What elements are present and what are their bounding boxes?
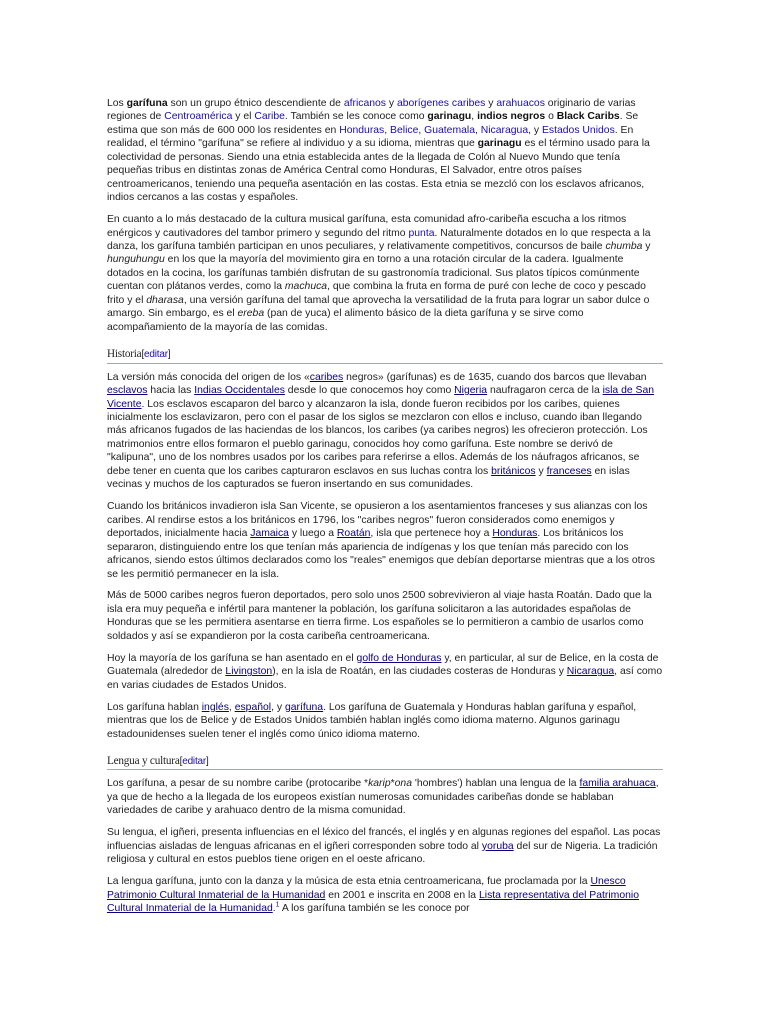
- text: Su lengua, el igñeri, presenta influencias en el léxico del francés, el inglés y en algunas regiones del español. Las pocas influencias aisladas de lenguas africanas en el igñeri corresponden sobre todo al: [107, 827, 661, 852]
- historia-paragraph-5: [107, 701, 663, 741]
- text: y: [642, 241, 651, 253]
- italic-term: machuca: [284, 281, 328, 293]
- text: . En realidad, el término "garífuna" se refiere al individuo y a su idioma, mientras que: [107, 124, 634, 150]
- text: , que combina la fruta en forma de puré con leche de coco y pescado frito y el: [107, 281, 646, 306]
- text: ,: [384, 124, 391, 136]
- text: o: [545, 111, 557, 123]
- link-centroamerica[interactable]: Centroamérica: [164, 111, 233, 123]
- article-body: [107, 97, 663, 924]
- intro-paragraph-1: [107, 97, 663, 205]
- italic-term: hunguhungu: [107, 254, 165, 266]
- text: , así como en varias ciudades de Estados Unidos.: [107, 666, 663, 691]
- link-punta[interactable]: punta: [408, 227, 435, 239]
- edit-link-historia[interactable]: editar: [144, 349, 168, 361]
- text: desde lo que conocemos hoy como: [284, 385, 455, 397]
- link-belice[interactable]: Belice: [390, 124, 419, 136]
- link-isla-de-san-vicente[interactable]: isla de San Vicente: [107, 385, 655, 410]
- link-golfo-de-honduras[interactable]: golfo de Honduras: [356, 652, 442, 664]
- italic-term: ereba: [237, 308, 265, 320]
- text: A los garífuna también se les conoce por: [279, 903, 470, 915]
- text: . Naturalmente dotados en lo que respecta a la danza, los garífuna también participan en unos peculiares, y relativamente competitivos, concursos de baile: [107, 227, 651, 253]
- bold-term: garinagu: [427, 111, 472, 123]
- text: . También se les conoce como: [284, 111, 428, 123]
- text: ,: [228, 701, 235, 713]
- text: y, en particular, al sur de Belice, en la costa de Guatemala (alrededor de: [107, 652, 659, 678]
- text: . Se estima que son más de 600 000 los residentes en: [107, 111, 639, 136]
- text: La versión más conocida del origen de los «: [107, 371, 310, 383]
- bold-term: garífuna: [126, 98, 168, 109]
- section-heading-historia: [107, 348, 663, 363]
- link-britanicos[interactable]: británicos: [491, 465, 536, 477]
- section-heading-lengua-y-cultura: [107, 755, 663, 770]
- text: , y: [528, 124, 542, 136]
- text: Los garífuna hablan: [107, 701, 202, 713]
- link-esclavos[interactable]: esclavos: [107, 385, 148, 397]
- link-yoruba[interactable]: yoruba: [481, 840, 514, 852]
- bracket: ]: [167, 349, 171, 361]
- edit-link-lengua-y-cultura[interactable]: editar: [182, 755, 207, 767]
- text: y: [386, 98, 397, 109]
- link-indias-occidentales[interactable]: Indias Occidentales: [194, 385, 285, 397]
- text: , una versión garífuna del tamal que aprovecha la versatilidad de la fruta para lograr un sabor dulce o amargo. Sin embargo, es el: [107, 294, 650, 320]
- link-unesco[interactable]: Unesco: [590, 876, 626, 888]
- text: ,: [474, 124, 481, 136]
- text: Hoy la mayoría de los garífuna se han asentado en el: [107, 652, 357, 664]
- italic-term: karip: [368, 778, 391, 790]
- text: Cuando los británicos invadieron isla San Vicente, se opusieron a los asentamientos franceses y sus alianzas con los caribes. Al rendirse estos a los británicos en 1796, los "caribes negros" fueron considerados como enemigos y deportados, inicialmente hacia: [107, 501, 648, 540]
- link-livingston[interactable]: Livingston: [225, 666, 273, 678]
- text: , ya que de hecho a la llegada de los europeos existían numerosas comunidades caribeñas donde se hablaban variedades de caribe y arahuaco dentro de la misma comunidad.: [107, 778, 659, 817]
- link-lista-representativa[interactable]: Lista representativa del Patrimonio Cultural Inmaterial de la Humanidad: [107, 889, 639, 915]
- text: en islas vecinas y muchos de los capturados se fueron insertando en sus comunidades.: [107, 465, 630, 491]
- italic-term: chumba: [605, 241, 643, 253]
- link-honduras[interactable]: Honduras: [492, 528, 538, 540]
- edit-section-link: [141, 349, 170, 360]
- link-nigeria[interactable]: Nigeria: [454, 385, 488, 397]
- text: del sur de Nigeria. La tradición religiosa y cultural en estos pueblos tiene origen en el oeste africano.: [107, 840, 658, 866]
- section-title: Historia: [107, 348, 142, 361]
- link-arahuacos[interactable]: arahuacos: [496, 98, 545, 109]
- link-ingles[interactable]: inglés: [201, 701, 229, 713]
- link-garifuna[interactable]: garífuna: [284, 701, 324, 713]
- text: , y: [271, 701, 285, 713]
- text: , isla que pertenece hoy a: [370, 528, 493, 540]
- historia-paragraph-3: Más de 5000 caribes negros fueron deportados, pero solo unos 2500 sobrevivieron al viaje hasta Roatán. Dado que la isla era muy pequeña e infértil para mantener la población, los garífuna solicitaron a las autoridades españolas de Honduras que se les permitiera asentarse en tierra firme. Los españoles se lo permitieron a cambio de usarlos como soldados y así se expandieron por la costa caribeña centroamericana.: [107, 590, 652, 642]
- historia-paragraph-1: [107, 371, 663, 492]
- lengua-paragraph-1: [107, 777, 663, 817]
- text: . Los garífuna de Guatemala y Honduras hablan garífuna y español, mientras que los de Belice y de Estados Unidos también hablan inglés como idioma materno. Algunos garinagu estadounidenses suelen tener el inglés como único idioma materno.: [107, 701, 637, 740]
- text: ), en la isla de Roatán, en las ciudades costeras de Honduras y: [272, 666, 567, 678]
- text: .: [272, 903, 276, 915]
- bracket: [: [141, 349, 145, 361]
- text: 'hombres') hablan una lengua de la: [412, 778, 580, 790]
- text: en los que la mayoría del movimiento gira en torno a una rotación circular de la cadera. Igualmente dotados en la cocina, los garífunas también disfrutan de su gastronomía tradicional. Sus platos típicos comúnmente cuentan con plátanos verdes, como la: [107, 254, 640, 293]
- bold-term: indios negros: [477, 111, 546, 123]
- text: son un grupo étnico descendiente de: [167, 98, 344, 109]
- link-nicaragua[interactable]: Nicaragua: [480, 124, 529, 136]
- lengua-paragraph-2: [107, 826, 663, 866]
- link-africanos[interactable]: africanos: [343, 98, 387, 109]
- footnote-reference-1[interactable]: 1: [275, 901, 280, 909]
- link-jamaica[interactable]: Jamaica: [250, 528, 289, 540]
- text: hacia las: [147, 385, 195, 397]
- text: y: [485, 98, 497, 109]
- text: en 2001 e inscrita en 2008 en la: [325, 889, 479, 901]
- text: es el término usado para la colectividad de personas. Siendo una etnia establecida antes de la llegada de Colón al Nuevo Mundo que tenía pequeñas tribus en distintas zonas de América Central como Honduras, El Salvador, entre otros países centroamericanos, teniendo una pequeña asentación en las costas. Esta etnia se mezcló con los esclavos africanos, indios cercanos a las costas y españoles.: [107, 138, 650, 204]
- link-familia-arahuaca[interactable]: familia arahuaca: [579, 778, 656, 790]
- link-nicaragua[interactable]: Nicaragua: [566, 666, 615, 678]
- text: Los: [107, 98, 127, 109]
- text: ,: [471, 111, 478, 123]
- link-patrimonio-cultural-inmaterial[interactable]: Patrimonio Cultural Inmaterial de la Humanidad: [107, 889, 326, 901]
- text: *: [390, 778, 395, 790]
- link-estados-unidos[interactable]: Estados Unidos: [541, 124, 615, 136]
- link-franceses[interactable]: franceses: [546, 465, 592, 477]
- text: y el: [232, 111, 255, 123]
- text: La lengua garífuna, junto con la danza y la música de esta etnia centroamericana, fue proclamada por la: [107, 876, 591, 888]
- historia-paragraph-2: [107, 500, 663, 581]
- text: originario de varias regiones de: [107, 98, 636, 123]
- link-caribes[interactable]: caribes: [309, 371, 344, 383]
- italic-term: dharasa: [146, 294, 184, 306]
- edit-section-link: [180, 756, 209, 767]
- link-honduras[interactable]: Honduras: [339, 124, 385, 136]
- italic-term: ona: [394, 778, 412, 790]
- lengua-paragraph-3: [107, 875, 663, 915]
- link-aborigenes-caribes[interactable]: aborígenes caribes: [397, 98, 486, 109]
- link-roatan[interactable]: Roatán: [336, 528, 371, 540]
- section-title: Lengua y cultura: [107, 754, 180, 767]
- link-caribe[interactable]: Caribe: [254, 111, 285, 123]
- bracket: [: [179, 755, 183, 767]
- text: Los garífuna, a pesar de su nombre caribe (protocaribe *: [107, 778, 369, 790]
- text: y luego a: [288, 528, 337, 540]
- text: En cuanto a lo más destacado de la cultura musical garífuna, esta comunidad afro-caribeña escucha a los ritmos enérgicos y cautivadores del tambor primero y segundo del ritmo: [107, 214, 627, 239]
- link-guatemala[interactable]: Guatemala: [424, 124, 475, 136]
- text: naufragaron cerca de la: [487, 385, 603, 397]
- text: . Los esclavos escaparon del barco y alcanzaron la isla, donde fueron recibidos por los caribes, quienes inicialmente los esclavizaron, pero con el pasar de los siglos se mezclaron con ellos e incluso, cuando iban llegando más africanos fugados de las haciendas de los blancos, los caribes (ya caribes negros) les ofrecieron protección. Los matrimonios entre ellos formaron el pueblo garinagu, conocidos hoy como garífuna. Este nombre se derivó de "kalipuna", uno de los nombres usados por los caribes para referirse a ellos. Además de los náufragos africanos, se debe tener en cuenta que los caribes capturaron esclavos en sus luchas contra los: [107, 398, 648, 477]
- historia-paragraph-4: [107, 652, 663, 692]
- text: y: [535, 465, 547, 477]
- text: . Los británicos los separaron, distinguiendo entre los que tenían más apariencia de indígenas y los que tenían más parecido con los africanos, siendo estos últimos declarados como los "reales" enemigos que debían deportarse mientras que a los otros se les permitió permanecer en la isla.: [107, 528, 655, 580]
- text: negros» (garífunas) es de 1635, cuando dos barcos que llevaban: [343, 371, 647, 383]
- text: (pan de yuca) el alimento básico de la dieta garífuna y se sirve como acompañamiento de la mayoría de las comidas.: [107, 308, 584, 333]
- intro-paragraph-2: [107, 213, 663, 334]
- text: ,: [418, 124, 425, 136]
- bold-term: garinagu: [477, 138, 522, 150]
- link-espanol[interactable]: español: [234, 701, 272, 713]
- bracket: ]: [206, 755, 209, 767]
- bold-term: Black Caribs: [556, 111, 620, 123]
